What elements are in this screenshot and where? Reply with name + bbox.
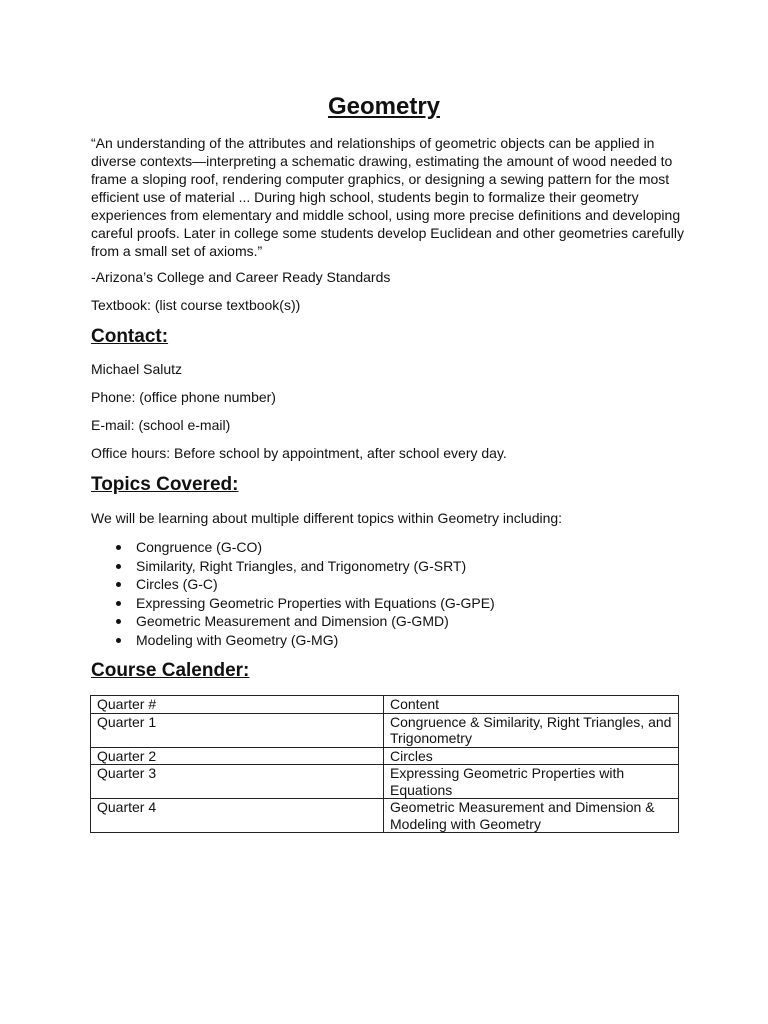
topic-label: Congruence (G-CO): [136, 539, 263, 555]
quarter-cell: Quarter 2: [91, 747, 384, 765]
table-row: [91, 713, 679, 747]
bullet-icon: [116, 619, 121, 624]
bullet-icon: [116, 545, 121, 550]
topics-list: [91, 538, 495, 650]
calendar-heading: Course Calender:: [91, 660, 250, 681]
header-cell: Content: [384, 696, 679, 714]
quarter-cell: Quarter 1: [91, 713, 384, 747]
standards-quote: “An understanding of the attributes and relationships of geometric objects can be applied in diverse contexts—interpreting a schematic drawing, estimating the amount of wood needed to frame a sloping roof, rendering computer graphics, or designing a sewing pattern for the most efficient use of material ... During high school, students begin to formalize their geometry experiences from elementary and middle school, using more precise definitions and developing careful proofs. Later in college some students develop Euclidean and other geometries carefully from a small set of axioms.”: [91, 135, 685, 259]
quarter-cell: Quarter 3: [91, 765, 384, 799]
header-cell: Quarter #: [91, 696, 384, 714]
list-item: [91, 557, 495, 576]
topic-label: Similarity, Right Triangles, and Trigonometry (G-SRT): [136, 557, 467, 574]
contact-phone: Phone: (office phone number): [91, 389, 276, 405]
quote-attribution: -Arizona’s College and Career Ready Standards: [91, 269, 391, 285]
contact-heading: Contact:: [91, 326, 169, 347]
quarter-cell: Quarter 4: [91, 799, 384, 833]
list-item: [91, 575, 495, 594]
table-row: [91, 799, 679, 833]
contact-name: Michael Salutz: [91, 361, 183, 377]
content-cell: Expressing Geometric Properties with Equations: [384, 765, 679, 799]
list-item: [91, 594, 495, 613]
topics-intro: We will be learning about multiple different topics within Geometry including:: [91, 510, 563, 526]
topic-label: Modeling with Geometry (G-MG): [136, 631, 339, 648]
contact-office-hours: Office hours: Before school by appointment, after school every day.: [91, 445, 507, 461]
topic-label: Expressing Geometric Properties with Equations (G-GPE): [136, 594, 495, 611]
course-calendar-table: [90, 695, 679, 833]
contact-email: E-mail: (school e-mail): [91, 417, 231, 433]
bullet-icon: [116, 601, 121, 606]
topic-label: Geometric Measurement and Dimension (G-GMD): [136, 613, 449, 630]
table-row: [91, 747, 679, 765]
bullet-icon: [116, 564, 121, 569]
list-item: [91, 538, 495, 557]
topics-heading: Topics Covered:: [91, 474, 239, 495]
table-header-row: [91, 696, 679, 714]
table-row: [91, 765, 679, 799]
topic-label: Circles (G-C): [136, 576, 218, 593]
content-cell: Congruence & Similarity, Right Triangles, and Trigonometry: [384, 713, 679, 747]
content-cell: Circles: [384, 747, 679, 765]
bullet-icon: [116, 582, 121, 587]
list-item: [91, 612, 495, 631]
page-title: Geometry: [327, 93, 441, 120]
list-item: [91, 631, 495, 650]
bullet-icon: [116, 638, 121, 643]
textbook-line: Textbook: (list course textbook(s)): [91, 297, 301, 313]
content-cell: Geometric Measurement and Dimension & Modeling with Geometry: [384, 799, 679, 833]
